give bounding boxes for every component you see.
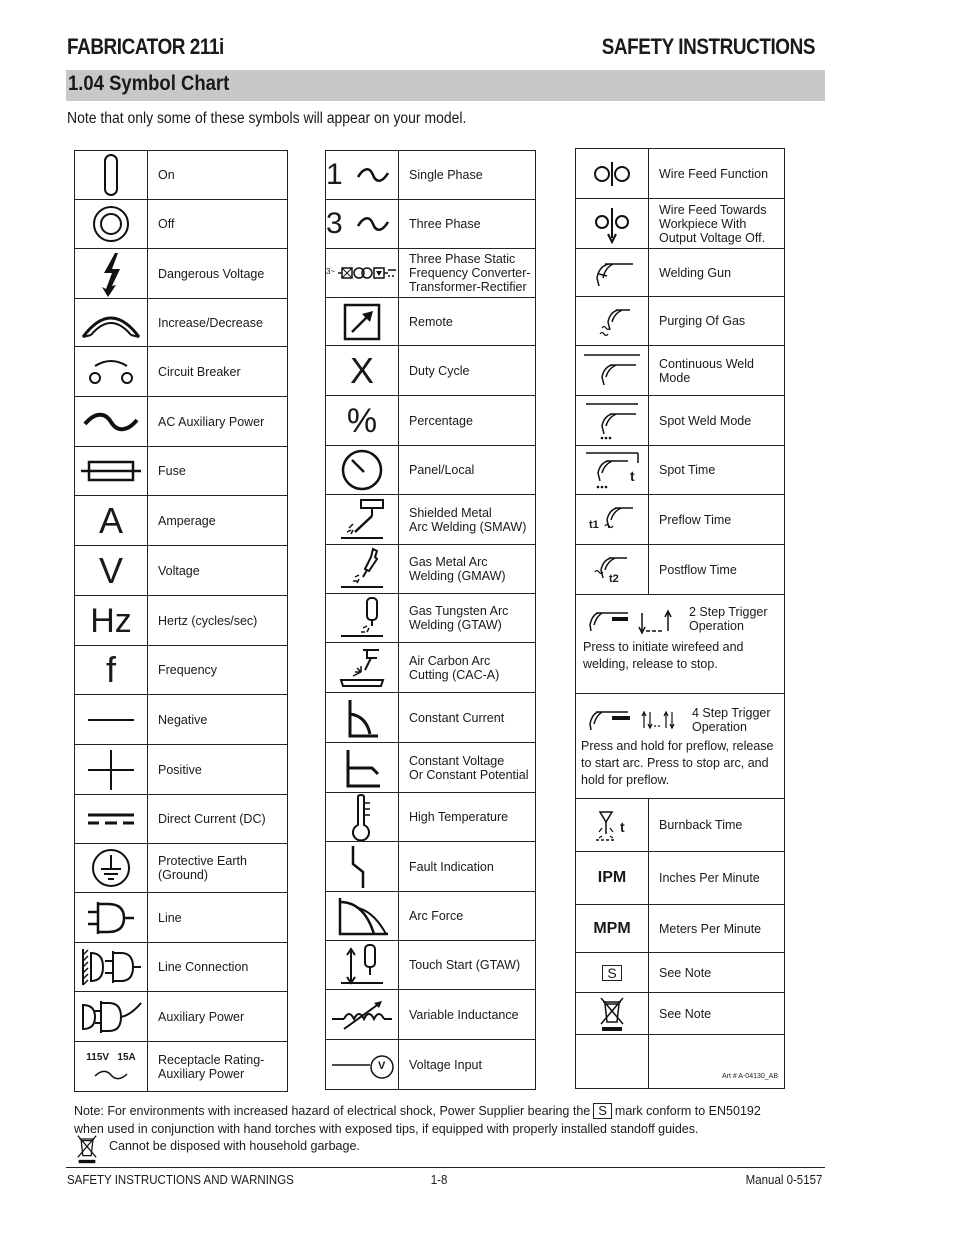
crossed-bin-icon <box>599 996 625 1032</box>
symbol-table-1 <box>74 150 288 1092</box>
high-temperature-icon <box>344 793 380 841</box>
two-step-trigger-icon <box>588 607 688 637</box>
wire-feed-workpiece-icon <box>592 204 632 244</box>
positive-icon <box>86 748 136 792</box>
smaw-icon <box>337 498 387 542</box>
symbol-label: See Note <box>659 1006 712 1021</box>
constant-voltage-icon <box>342 746 382 790</box>
cac-a-icon <box>337 646 387 690</box>
increase-decrease-icon <box>79 305 143 341</box>
voltage-input-letter: V <box>378 1059 386 1072</box>
welding-gun-icon <box>589 256 635 290</box>
symbol-label: Constant Current <box>409 710 505 725</box>
symbol-label: Negative <box>158 712 208 727</box>
symbol-label: Remote <box>409 314 453 329</box>
symbol-label: Duty Cycle <box>409 363 470 378</box>
symbol-label: Receptacle Rating- Auxiliary Power <box>158 1052 265 1081</box>
symbol-label: Percentage <box>409 413 473 428</box>
symbol-table-3 <box>575 148 785 1089</box>
three-phase-icon <box>326 200 399 249</box>
duty-cycle-icon: X <box>326 346 399 396</box>
symbol-label: Touch Start (GTAW) <box>409 958 521 972</box>
gmaw-icon <box>337 547 387 591</box>
symbol-label: Line <box>158 910 182 925</box>
voltage-input-icon <box>326 1040 399 1090</box>
symbol-label: Constant Voltage Or Constant Potential <box>409 753 529 782</box>
circuit-breaker-icon <box>83 356 139 388</box>
symbol-label: Preflow Time <box>659 512 732 527</box>
burnback-time-letter: t <box>620 819 625 835</box>
preflow-time-icon <box>576 495 649 545</box>
symbol-label: Gas Tungsten Arc Welding (GTAW) <box>409 604 509 632</box>
symbol-label: Circuit Breaker <box>158 364 241 379</box>
symbol-label: Inches Per Minute <box>659 871 760 885</box>
frequency-icon: f <box>75 646 148 695</box>
mpm-icon: MPM <box>576 905 649 953</box>
voltage-icon: V <box>75 546 148 596</box>
converter-phase-label: 3~ <box>326 267 336 276</box>
variable-inductance-icon <box>330 997 394 1033</box>
line-plug-icon <box>86 898 136 938</box>
symbol-label: Increase/Decrease <box>158 315 263 330</box>
note-line3: Cannot be disposed with household garbage. <box>109 1139 360 1153</box>
symbol-label: Off <box>158 217 175 231</box>
four-step-trigger-icon <box>588 706 698 736</box>
auxiliary-power-icon <box>79 997 143 1037</box>
footer-manual: Manual 0-5157 <box>745 1173 822 1187</box>
symbol-label: Wire Feed Function <box>659 166 769 181</box>
note-line1b: mark conform to EN50192 <box>614 1104 761 1118</box>
symbol-label: Positive <box>158 762 202 777</box>
symbol-label: Wire Feed Towards Workpiece With Output Voltage Off. <box>659 202 767 245</box>
protective-earth-icon <box>90 847 132 889</box>
trigger4-title: 4 Step Trigger Operation <box>692 706 771 734</box>
symbol-label: Arc Force <box>409 909 464 923</box>
off-icon <box>91 204 131 244</box>
hertz-icon: Hz <box>75 596 148 646</box>
symbol-label: High Temperature <box>409 810 509 824</box>
trigger4-description: Press and hold for preflow, release to start arc. Press to stop arc, and hold for preflow. <box>581 739 774 787</box>
symbol-label: Protective Earth (Ground) <box>158 854 247 882</box>
symbol-label: Continuous Weld Mode <box>659 356 754 385</box>
constant-current-icon <box>342 696 382 740</box>
symbol-label: On <box>158 168 175 182</box>
symbol-label: Burnback Time <box>659 818 743 832</box>
intro-text: Note that only some of these symbols will appear on your model. <box>67 110 467 127</box>
fuse-icon <box>79 458 143 484</box>
symbol-label: Three Phase Static Frequency Converter- Transformer-Rectifier <box>409 252 531 294</box>
symbol-label: Variable Inductance <box>409 1007 519 1022</box>
note-line1a: Note: For environments with increased hazard of electrical shock, Power Supplier bearing the <box>74 1104 591 1118</box>
touch-start-icon <box>337 943 387 987</box>
symbol-label: Voltage Input <box>409 1057 482 1072</box>
symbol-table-2 <box>325 150 536 1090</box>
negative-icon <box>86 715 136 725</box>
purging-gas-icon <box>592 304 632 338</box>
trigger2-description: Press to initiate wirefeed and welding, release to stop. <box>583 640 744 671</box>
symbol-label: Dangerous Voltage <box>158 266 265 281</box>
dangerous-voltage-icon <box>96 251 126 297</box>
symbol-label: Three Phase <box>409 217 481 231</box>
on-icon <box>96 153 126 197</box>
crossed-bin-icon <box>76 1134 98 1164</box>
burnback-time-icon <box>576 799 649 852</box>
arc-force-icon <box>334 894 390 938</box>
trigger2-title: 2 Step Trigger Operation <box>689 605 768 633</box>
section-title: 1.04 Symbol Chart <box>68 72 230 95</box>
single-phase-icon <box>326 151 399 200</box>
footer-left: SAFETY INSTRUCTIONS AND WARNINGS <box>67 1173 294 1187</box>
symbol-label: Panel/Local <box>409 463 475 477</box>
wire-feed-function-icon <box>592 159 632 189</box>
footer-rule <box>66 1167 825 1168</box>
note-s-mark: S <box>593 1103 612 1119</box>
phase-number: 1 <box>326 158 343 191</box>
postflow-time-icon <box>576 545 649 595</box>
receptacle-rating-icon <box>75 1042 148 1092</box>
symbol-label: Air Carbon Arc Cutting (CAC-A) <box>409 653 500 682</box>
spot-weld-icon <box>582 400 642 442</box>
preflow-time-label: t1 <box>589 518 599 531</box>
postflow-time-label: t2 <box>609 572 619 585</box>
symbol-label: Fuse <box>158 464 186 478</box>
symbol-label: Purging Of Gas <box>659 314 746 328</box>
symbol-label: See Note <box>659 965 712 980</box>
symbol-label: Line Connection <box>158 960 249 974</box>
symbol-label: Direct Current (DC) <box>158 812 266 826</box>
symbol-label: Welding Gun <box>659 265 732 280</box>
direct-current-icon <box>86 809 136 829</box>
receptacle-rating-text: 115V 15A <box>86 1052 136 1063</box>
symbol-label: Gas Metal Arc Welding (GMAW) <box>409 555 506 583</box>
percentage-icon: % <box>326 396 399 446</box>
symbol-label: Amperage <box>158 513 216 528</box>
symbol-label: Spot Time <box>659 463 716 477</box>
phase-number: 3 <box>326 207 343 240</box>
remote-icon <box>342 302 382 342</box>
symbol-label: Frequency <box>158 663 218 677</box>
footer-page-number: 1-8 <box>430 1173 448 1187</box>
symbol-label: Single Phase <box>409 168 483 182</box>
section-title-bar <box>66 70 825 101</box>
gtaw-icon <box>337 596 387 640</box>
line-connection-icon <box>79 947 143 987</box>
s-mark-icon: S <box>602 965 621 981</box>
symbol-label: Auxiliary Power <box>158 1009 245 1024</box>
ipm-icon: IPM <box>576 852 649 905</box>
ac-auxiliary-power-icon <box>83 410 139 434</box>
spot-time-letter: t <box>630 468 635 484</box>
symbol-label: Postflow Time <box>659 562 737 577</box>
note-line2: when used in conjunction with hand torches with exposed tips, if equipped with properly installed standoff guides. <box>74 1121 699 1136</box>
spot-time-icon <box>576 446 649 495</box>
header-model: FABRICATOR 211i <box>67 34 224 59</box>
panel-local-icon <box>340 448 384 492</box>
footnote <box>74 1103 834 1156</box>
symbol-label: Shielded Metal Arc Welding (SMAW) <box>409 505 527 534</box>
symbol-label: Voltage <box>158 563 200 578</box>
symbol-label: Meters Per Minute <box>659 921 762 936</box>
symbol-label: Fault Indication <box>409 859 494 874</box>
art-number: Art # A-04130_AB <box>721 1073 778 1080</box>
symbol-label: AC Auxiliary Power <box>158 414 265 429</box>
symbol-label: Hertz (cycles/sec) <box>158 613 258 628</box>
fault-indication-icon <box>347 844 377 890</box>
header-section: SAFETY INSTRUCTIONS <box>601 34 815 59</box>
symbol-label: Spot Weld Mode <box>659 413 752 428</box>
three-phase-converter-icon <box>326 249 399 298</box>
continuous-weld-icon <box>582 351 642 391</box>
amperage-icon: A <box>75 496 148 546</box>
